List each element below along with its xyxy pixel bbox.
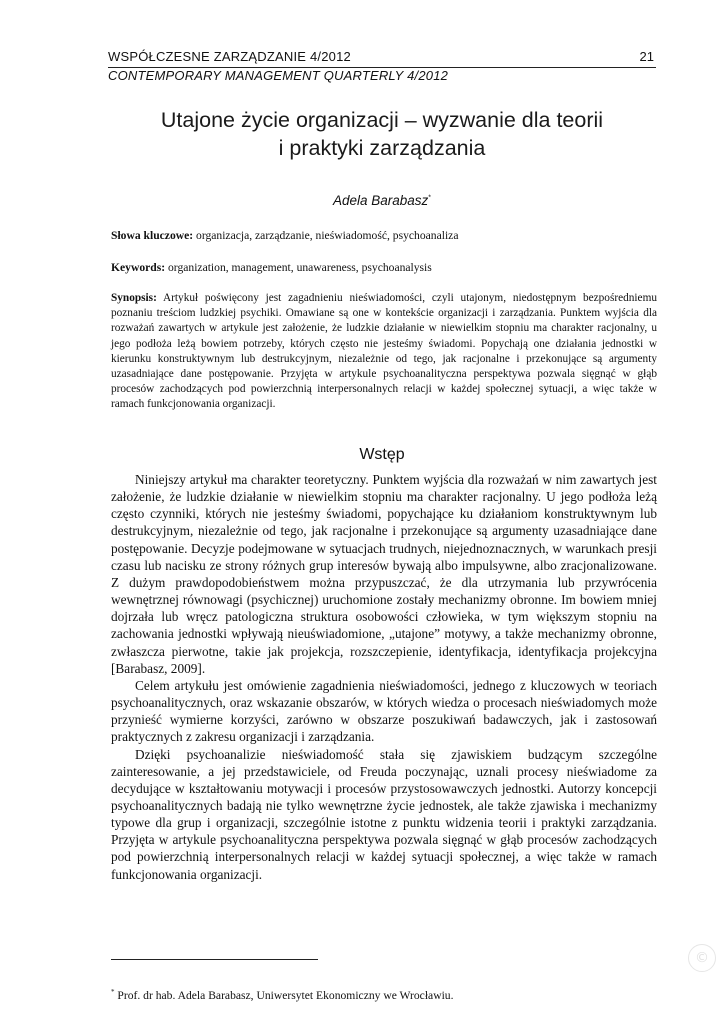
keywords-english [111,261,657,275]
title-line-2: i praktyki zarządzania [278,136,486,160]
author-line [108,193,656,208]
keywords-polish-text: organizacja, zarządzanie, nieświadomość, psychoanaliza [193,229,459,242]
keywords-polish [111,229,657,243]
footnote-mark: * [111,988,115,996]
keywords-english-text: organization, management, unawareness, psychoanalysis [165,261,432,274]
copyright-stamp-icon: © [688,944,716,972]
body-paragraph: Dzięki psychoanalizie nieświadomość stała się zjawiskiem budzącym szczególne zainteresowanie, a jej przedstawiciele, od Freuda poczynając, uznali procesy nieświadome za decydujące w kształtowaniu motywacji i procesów przystosowawczych jednostki. Autorzy koncepcji psychoanalitycznych badają nie tylko wewnętrzne życie jednostek, ale także zjawiska i mechanizmy typowe dla grup i organizacji, szczególnie istotne z punktu widzenia teorii i praktyki zarządzania. Przyjęta w artykule psychoanalityczna perspektywa pozwala sięgnąć w głąb procesów zachodzących pod powierzchnią interpersonalnych relacji w każdej sytuacji społecznej, a więc także w ramach funkcjonowania organizacji. [111,746,657,882]
synopsis-text: Artykuł poświęcony jest zagadnieniu nieświadomości, czyli utajonym, niedostępnym bezpośredniemu poznaniu treściom ludzkiej psychiki. Omawiane są one w kontekście organizacji i zarządzania. Punktem wyjścia dla rozważań zawartych w artykule jest założenie, że ludzkie działanie w niewielkim stopniu ma charakter racjonalny, u jego podłoża leżą bowiem potrzeby, których często nie jesteśmy świadomi. Popychają one działania jednostki w kierunku konstruktywnym lub destrukcyjnym, niezależnie od tego, jak racjonalne i przekonujące są argumenty uzasadniające dane postępowanie. Przyjęta w artykule psychoanalityczna perspektywa pozwala sięgnąć w głąb procesów zachodzących pod powierzchnią interpersonalnych relacji w każdej społecznej sytuacji, a więc także w ramach funkcjonowania organizacji. [111,292,657,411]
synopsis-label: Synopsis: [111,292,157,304]
synopsis [111,291,657,413]
author-name: Adela Barabasz [332,193,429,208]
footnote-text: Prof. dr hab. Adela Barabasz, Uniwersytet Ekonomiczny we Wrocławiu. [114,988,454,1002]
section-heading: Wstęp [359,446,405,463]
article-title [108,106,656,162]
running-header [108,49,656,83]
page-number: 21 [639,49,654,64]
title-line-1: Utajone życie organizacji – wyzwanie dla teorii [160,108,604,132]
journal-title-pl: WSPÓŁCZESNE ZARZĄDZANIE 4/2012 [108,49,351,64]
body-text [111,471,657,883]
keywords-english-label: Keywords: [111,261,166,274]
journal-title-en: CONTEMPORARY MANAGEMENT QUARTERLY 4/2012 [108,68,449,83]
keywords-polish-label: Słowa kluczowe: [111,229,194,242]
body-paragraph: Celem artykułu jest omówienie zagadnienia nieświadomości, jednego z kluczowych w teoriach psychoanalitycznych, oraz wskazanie obszarów, w których wiedza o procesach nieświadomych może przynieść wymierne korzyści, zarówno w obszarze poszukiwań badawczych, jak i zastosowań praktycznych z zakresu organizacji i zarządzania. [111,677,657,745]
author-footnote-mark: * [428,194,432,202]
body-paragraph: Niniejszy artykuł ma charakter teoretyczny. Punktem wyjścia dla rozważań w nim zawartych jest założenie, że ludzkie działanie w niewielkim stopniu ma charakter racjonalny. U jego podłoża leżą często czynniki, których nie jesteśmy świadomi, popychające ku działaniom konstruktywnym lub destrukcyjnym, niezależnie od tego, jak racjonalne i przekonujące są argumenty uzasadniające dane postępowanie. Decyzje podejmowane w sytuacjach trudnych, niejednoznacznych, w warunkach presji czasu lub nacisku ze strony różnych grup interesów bywają albo impulsywne, albo zracjonalizowane. Z dużym prawdopodobieństwem można przypuszczać, że dla utrzymania lub przywrócenia wewnętrznej równowagi (psychicznej) uruchomione zostały mechanizmy obronne. Im bowiem mniej dojrzała lub wręcz patologiczna struktura osobowości człowieka, w tym większym stopniu na zachowania jednostki wpływają nieuświadomione, „utajone” motywy, a także mechanizmy obronne, zwłaszcza pierwotne, takie jak projekcja, rozszczepienie, identyfikacja, identyfikacja projekcyjna [Barabasz, 2009]. [111,472,657,676]
footnote [111,988,657,1002]
footnote-rule [111,959,318,960]
